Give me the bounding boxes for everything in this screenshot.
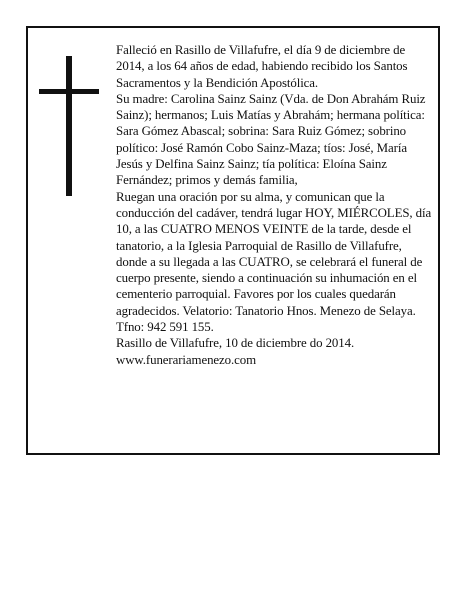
place-and-date: Rasillo de Villafufre, 10 de diciembre do 2014. [116,336,355,351]
notice-text [116,42,434,368]
funeral-home-website: www.funerariamenezo.com [116,352,257,367]
funeral-details: Ruegan una oración por su alma, y comunican que la conducción del cadáver, tendrá lugar HOY, MIÉRCOLES, día 10, a las CUATRO MENOS VEINTE de la tarde, desde el tanatorio, a la Iglesia Parroquial de Rasillo de Villafufre, donde a su llegada a las CUATRO, se celebrará el funeral de cuerpo presente, siendo a continuación su inhumación en el cementerio parroquial. Favores por los cuales quedarán agradecidos. Velatorio: Tanatorio Hnos. Menezo de Selaya. Tfno: 942 591 155. [116,189,432,335]
family-list: Su madre: Carolina Sainz Sainz (Vda. de Don Abrahám Ruiz Sainz); hermanos; Luis Matías y Abrahám; hermana política: Sara Gómez Abascal; sobrina: Sara Ruiz Gómez; sobrino político: José Ramón Cobo Sainz-Maza; tíos: José, María Jesús y Delfina Sainz Sainz; tía política: Eloína Sainz Fernández; primos y demás familia, [116,91,426,188]
latin-cross-icon [39,56,99,196]
cross-vertical-bar [66,56,72,196]
death-announcement: Falleció en Rasillo de Villafufre, el día 9 de diciembre de 2014, a los 64 años de edad, habiendo recibido los Santos Sacramentos y la Bendición Apostólica. [116,43,408,90]
obituary-notice [26,26,440,455]
cross-horizontal-bar [39,89,99,94]
